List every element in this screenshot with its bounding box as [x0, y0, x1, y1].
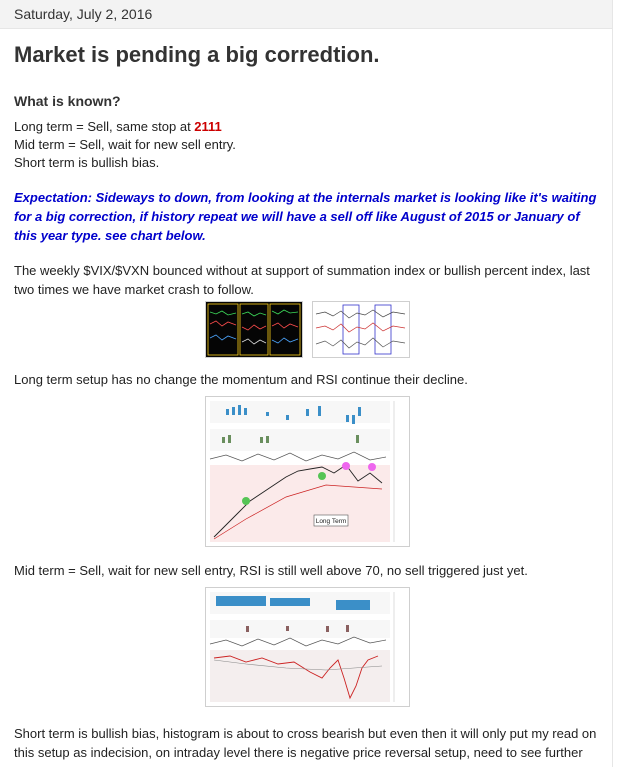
long-term-stop: 2111	[194, 119, 222, 134]
long-term-chart[interactable]	[205, 396, 410, 547]
known-heading: What is known?	[14, 93, 121, 109]
blog-post	[14, 34, 599, 299]
weekly-paragraph: The weekly $VIX/$VXN bounced without at support of summation index or bullish percent index, last two times we have market crash to follow.	[14, 263, 590, 297]
long-term-caption: Long term setup has no change the momentum and RSI continue their decline.	[14, 372, 468, 387]
date-header	[0, 0, 613, 29]
post-date: Saturday, July 2, 2016	[14, 6, 153, 22]
expectation-text: Expectation: Sideways to down, from looking at the internals market is looking like it's waiting for a big correction, if history repeat we will have a sell off like August of 2015 or January of this year type. see chart below.	[14, 190, 597, 243]
light-chart-graphic	[313, 302, 409, 357]
dark-chart-graphic	[206, 302, 302, 357]
long-term-chart-graphic	[206, 397, 409, 546]
short-term-line: Short term is bullish bias.	[14, 155, 160, 170]
short-term-caption: Short term is bullish bias, histogram is about to cross bearish but even then it will only put my read on this setup as indecision, on intraday level there is negative price reversal setup, need to see further	[14, 726, 597, 760]
long-term-line	[14, 118, 599, 136]
weekly-chart-thumb-1[interactable]	[205, 301, 303, 358]
mid-term-chart[interactable]	[205, 587, 410, 707]
mid-term-chart-graphic	[206, 588, 409, 706]
post-title[interactable]: Market is pending a big corredtion.	[14, 42, 380, 67]
weekly-chart-thumb-2[interactable]	[312, 301, 410, 358]
mid-term-caption: Mid term = Sell, wait for new sell entry, RSI is still well above 70, no sell triggered just yet.	[14, 563, 528, 578]
page-border	[612, 0, 613, 767]
mid-term-line: Mid term = Sell, wait for new sell entry.	[14, 137, 236, 152]
long-term-chart-label: Long Term	[315, 518, 347, 525]
long-term-text: Long term = Sell, same stop at	[14, 119, 195, 134]
